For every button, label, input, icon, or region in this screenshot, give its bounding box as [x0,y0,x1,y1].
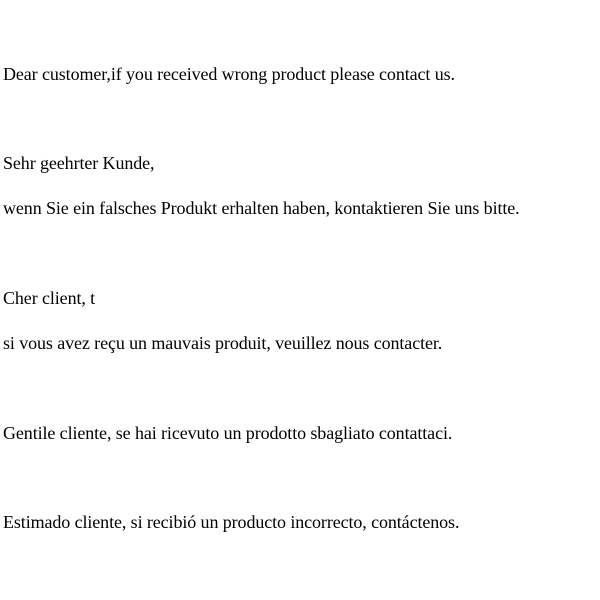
notice-italian: Gentile cliente, se hai ricevuto un prodotto sbagliato contattaci. [3,423,453,443]
notice-french-body: si vous avez reçu un mauvais produit, veuillez nous contacter. [3,333,443,353]
notice-french-greeting: Cher client, t [3,288,96,308]
notice-spanish: Estimado cliente, si recibió un producto incorrecto, contáctenos. [3,512,460,532]
notice-english: Dear customer,if you received wrong product please contact us. [3,64,455,84]
notice-german-greeting: Sehr geehrter Kunde, [3,153,155,173]
notice-german-body: wenn Sie ein falsches Produkt erhalten haben, kontaktieren Sie uns bitte. [3,198,520,218]
